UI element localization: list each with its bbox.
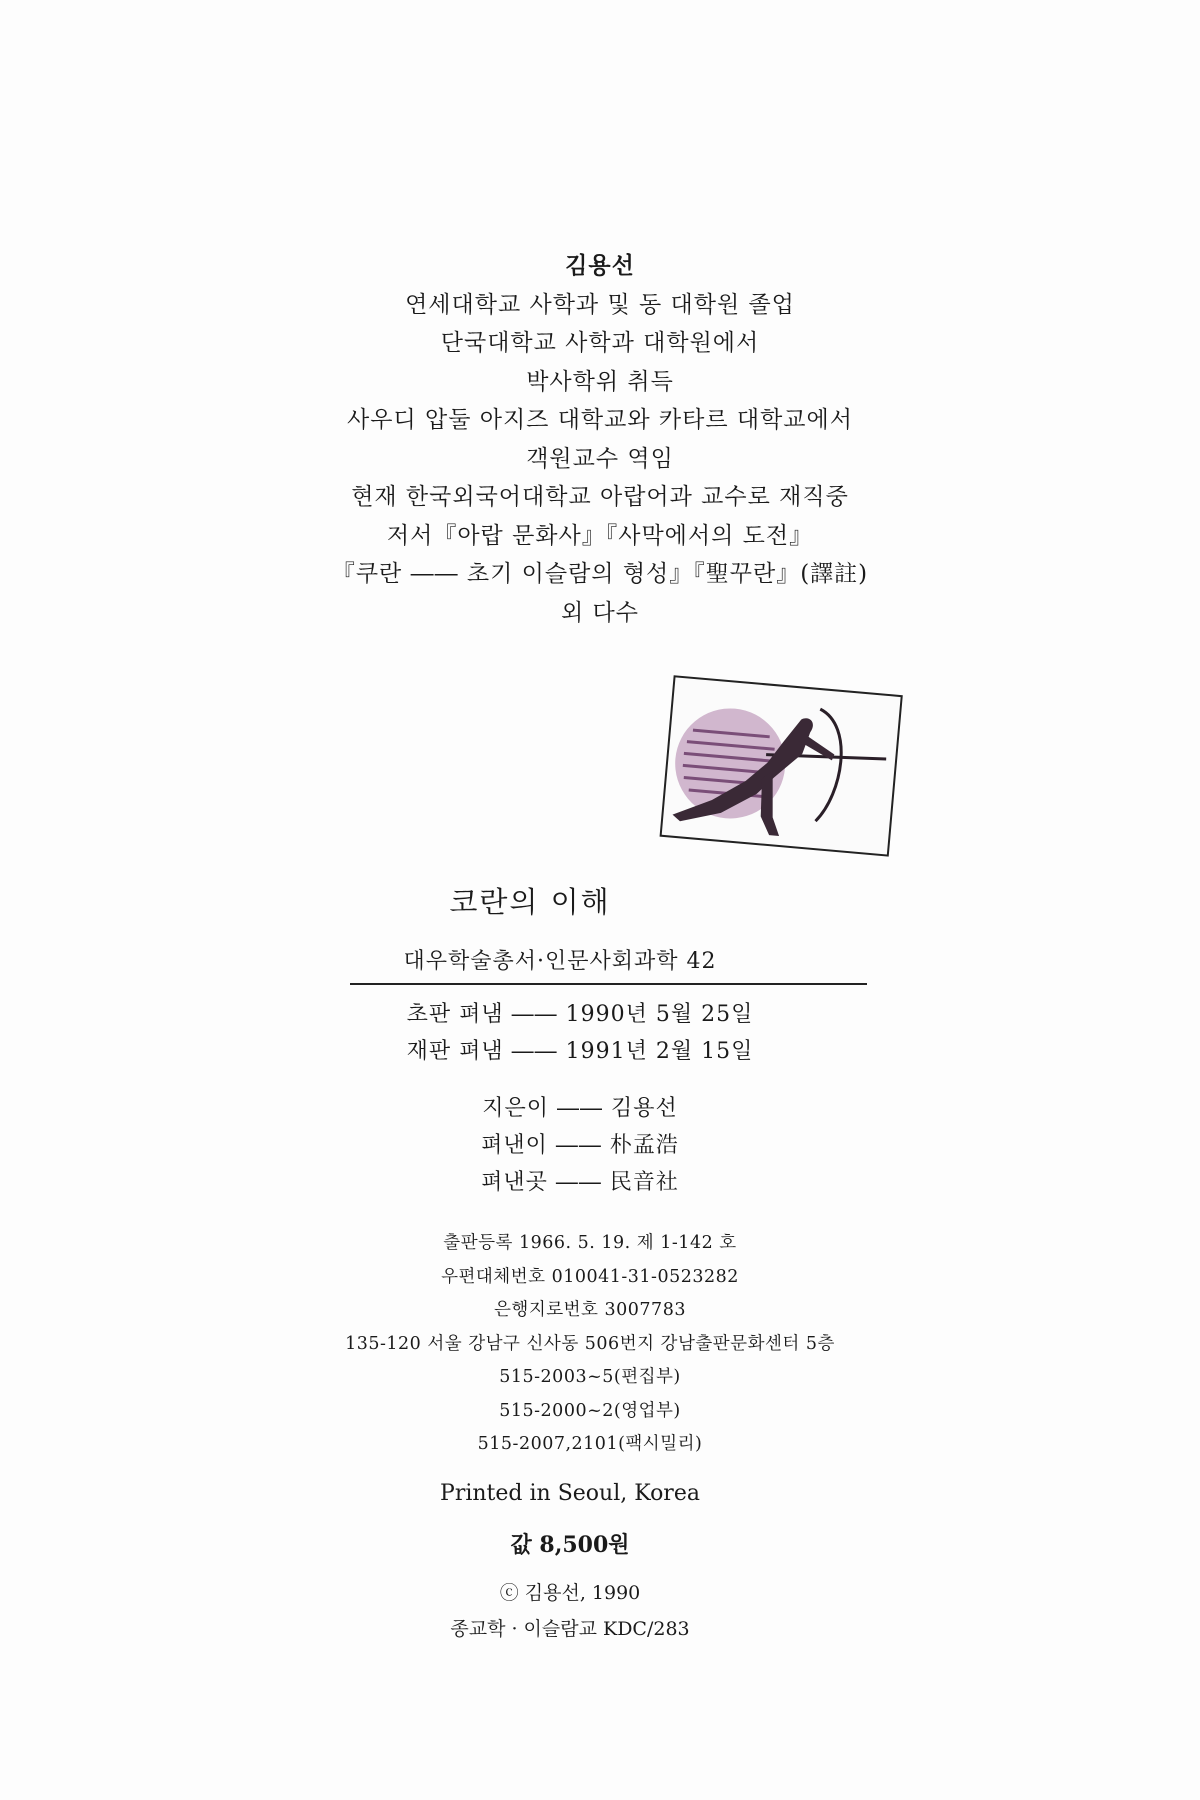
publisher-logo	[655, 668, 910, 868]
author-name: 김용선	[565, 252, 635, 279]
publisher-credit: 펴낸곳 ―― 民音社	[481, 1170, 679, 1195]
author-bio	[200, 247, 1000, 632]
bio-line: 박사학위 취득	[526, 368, 674, 395]
second-edition: 재판 펴냄 ―― 1991년 2월 15일	[406, 1039, 754, 1064]
bio-line: 객원교수 역임	[526, 445, 674, 472]
edition-info	[300, 996, 860, 1070]
bio-line: 외 다수	[561, 599, 639, 626]
registration: 출판등록 1966. 5. 19. 제 1-142 호	[443, 1233, 737, 1253]
bio-line: 『쿠란 ―― 초기 이슬람의 형성』『聖꾸란』(譯註)	[331, 561, 869, 587]
book-title: 코란의 이해	[449, 885, 611, 919]
bio-line: 사우디 압둘 아지즈 대학교와 카타르 대학교에서	[347, 407, 853, 433]
price: 값 8,500원	[510, 1532, 630, 1558]
publisher-person-credit: 펴낸이 ―― 朴孟浩	[481, 1133, 679, 1158]
bio-line: 현재 한국외국어대학교 아랍어과 교수로 재직중	[351, 484, 849, 510]
address: 135-120 서울 강남구 신사동 506번지 강남출판문화센터 5층	[345, 1333, 835, 1354]
phone-editorial: 515-2003~5(편집부)	[499, 1367, 681, 1387]
fax: 515-2007,2101(팩시밀리)	[477, 1434, 703, 1454]
publisher-info	[240, 1227, 940, 1462]
phone-sales: 515-2000~2(영업부)	[499, 1400, 681, 1421]
bio-line: 단국대학교 사학과 대학원에서	[440, 330, 760, 356]
bio-line: 연세대학교 사학과 및 동 대학원 졸업	[405, 291, 795, 318]
giro-account: 은행지로번호 3007783	[494, 1300, 686, 1320]
printed-in: Printed in Seoul, Korea	[440, 1481, 700, 1506]
copyright: ⓒ 김용선, 1990	[499, 1582, 641, 1604]
bio-line: 저서『아랍 문화사』『사막에서의 도전』	[386, 522, 814, 549]
first-edition: 초판 펴냄 ―― 1990년 5월 25일	[406, 1002, 754, 1027]
series-name: 대우학술총서·인문사회과학 42	[403, 949, 717, 974]
divider	[350, 983, 867, 985]
credits	[300, 1090, 860, 1201]
classification: 종교학 · 이슬람교 KDC/283	[450, 1618, 690, 1640]
author-credit: 지은이 ―― 김용선	[482, 1096, 678, 1121]
postal-account: 우편대체번호 010041-31-0523282	[441, 1266, 739, 1287]
